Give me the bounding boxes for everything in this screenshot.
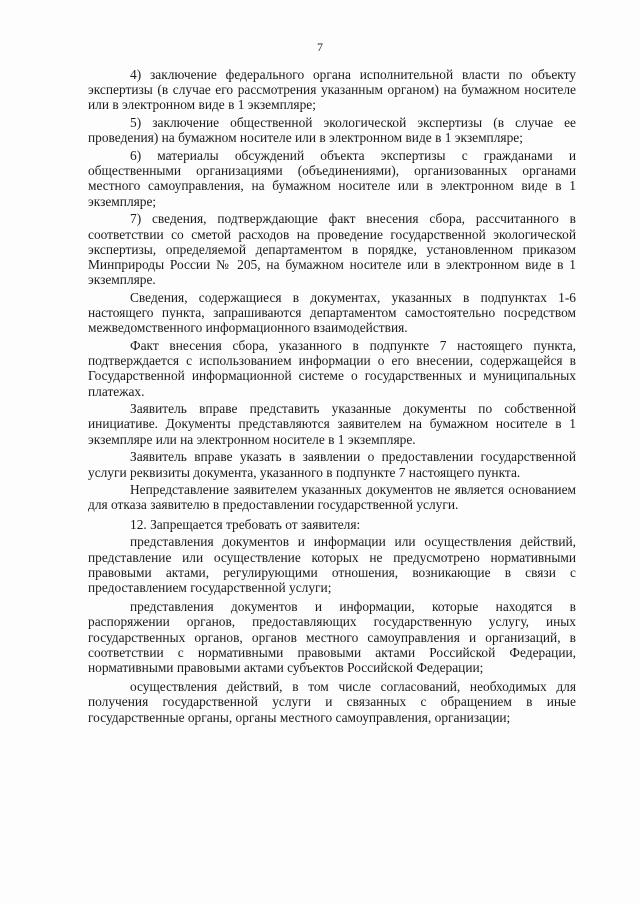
paragraph-fee-confirmation: Факт внесения сбора, указанного в подпункте 7 настоящего пункта, подтверждается с использованием информации о его внесении, содержащейся в Государственной информационной системе о государственных и муниципальных платежах.: [88, 337, 576, 399]
document-body: [88, 67, 576, 725]
paragraph-item-6: 6) материалы обсуждений объекта экспертизы с гражданами и общественными организациями (объединениями), организованных органами местного самоуправления, на бумажном носителе или в электронном виде в 1 экземпляре;: [88, 148, 576, 209]
paragraph-prohibition-3: осуществления действий, в том числе согласований, необходимых для получения государственной услуги и связанных с обращением в иные государственные органы, органы местного самоуправления, организации;: [88, 679, 576, 725]
paragraph-item-4: 4) заключение федерального органа исполнительной власти по объекту экспертизы (в случае его рассмотрения указанным органом) на бумажном носителе или в электронном виде в 1 экземпляре;: [88, 67, 576, 113]
paragraph-own-initiative: Заявитель вправе представить указанные документы по собственной инициативе. Документы представляются заявителем на бумажном носителе в 1 экземпляре или на электронном носителе в 1 экземпляре.: [88, 401, 576, 447]
paragraph-interagency-request: Сведения, содержащиеся в документах, указанных в подпунктах 1-6 настоящего пункта, запрашиваются департаментом самостоятельно посредством межведомственного информационного взаимодействия.: [88, 289, 576, 336]
paragraph-item-7: 7) сведения, подтверждающие факт внесения сбора, рассчитанного в соответствии со сметой расходов на проведение государственной экологической экспертизы, определяемой департаментом в порядке, установленном приказом Минприроды России № 205, на бумажном носителе или в электронном виде в 1 экземпляре.: [88, 211, 576, 288]
paragraph-prohibition-1: представления документов и информации или осуществления действий, представление или осуществление которых не предусмотрено нормативными правовыми актами, регулирующими отношения, возникающие в связи с предоставлением государственной услуги;: [88, 534, 576, 595]
paragraph-item-5: 5) заключение общественной экологической экспертизы (в случае ее проведения) на бумажном носителе или в электронном виде в 1 экземпляре;: [88, 115, 576, 146]
paragraph-non-submission: Непредставление заявителем указанных документов не является основанием для отказа заявителю в предоставлении государственной услуги.: [88, 482, 576, 513]
page-number: 7: [317, 40, 323, 54]
paragraph-document-details: Заявитель вправе указать в заявлении о предоставлении государственной услуги реквизиты документа, указанного в подпункте 7 настоящего пункта.: [88, 449, 576, 480]
paragraph-clause-12: 12. Запрещается требовать от заявителя:: [130, 516, 361, 532]
paragraph-prohibition-2: представления документов и информации, которые находятся в распоряжении органов, предоставляющих государственную услугу, иных государственных органов, органов местного самоуправления и организаций, в соответствии с нормативными правовыми актами Российской Федерации, нормативными правовыми актами субъектов Российской Федерации;: [88, 599, 576, 676]
